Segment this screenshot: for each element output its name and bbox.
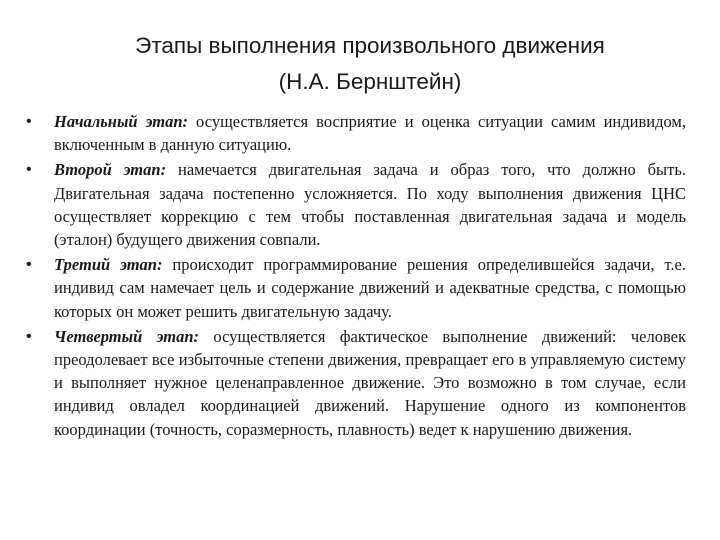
stage-label: Начальный этап: xyxy=(54,112,189,131)
stage-item-third xyxy=(26,253,686,323)
stage-label: Четвертый этап: xyxy=(54,326,200,346)
stage-text: осуществляется фактическое выполнение движений: человек преодолевает все избыточные степени движения, превращает его в управляемую систему и выполняет нужное целенаправленное движение. Это возможно в том случае, если индивид овладел координацией движений. Нарушение одного из компонентов координации (точность, соразмерность, плавность) ведет к нарушению движения. xyxy=(54,326,687,439)
stage-item-second xyxy=(26,158,686,251)
slide-title-line-1: Этапы выполнения произвольного движения xyxy=(135,33,605,58)
stage-list xyxy=(26,110,686,443)
stage-label: Второй этап: xyxy=(54,160,167,180)
stage-text: осуществляется восприятие и оценка ситуации самим индивидом, включенным в данную ситуацию. xyxy=(54,112,686,155)
stage-item-initial xyxy=(26,110,686,156)
bullet-icon: • xyxy=(26,327,32,345)
bullet-icon: • xyxy=(26,256,32,274)
stage-text: намечается двигательная задача и образ того, что должно быть. Двигательная задача постепенно усложняется. По ходу выполнения движения ЦНС осуществляет коррекцию с тем чтобы поставленная двигательная задача и модель (эталон) будущего движения совпали. xyxy=(54,160,686,250)
stage-item-fourth xyxy=(26,325,686,441)
bullet-icon: • xyxy=(26,113,32,130)
slide-title xyxy=(40,28,700,100)
stage-text: происходит программирование решения определившейся задачи, т.е. индивид сам намечает цель и содержание движений и адекватные средства, с помощью которых он может решить двигательную задачу. xyxy=(54,255,686,321)
stage-label: Третий этап: xyxy=(54,255,163,275)
slide-title-line-2: (Н.А. Бернштейн) xyxy=(278,69,462,94)
bullet-icon: • xyxy=(26,161,32,179)
